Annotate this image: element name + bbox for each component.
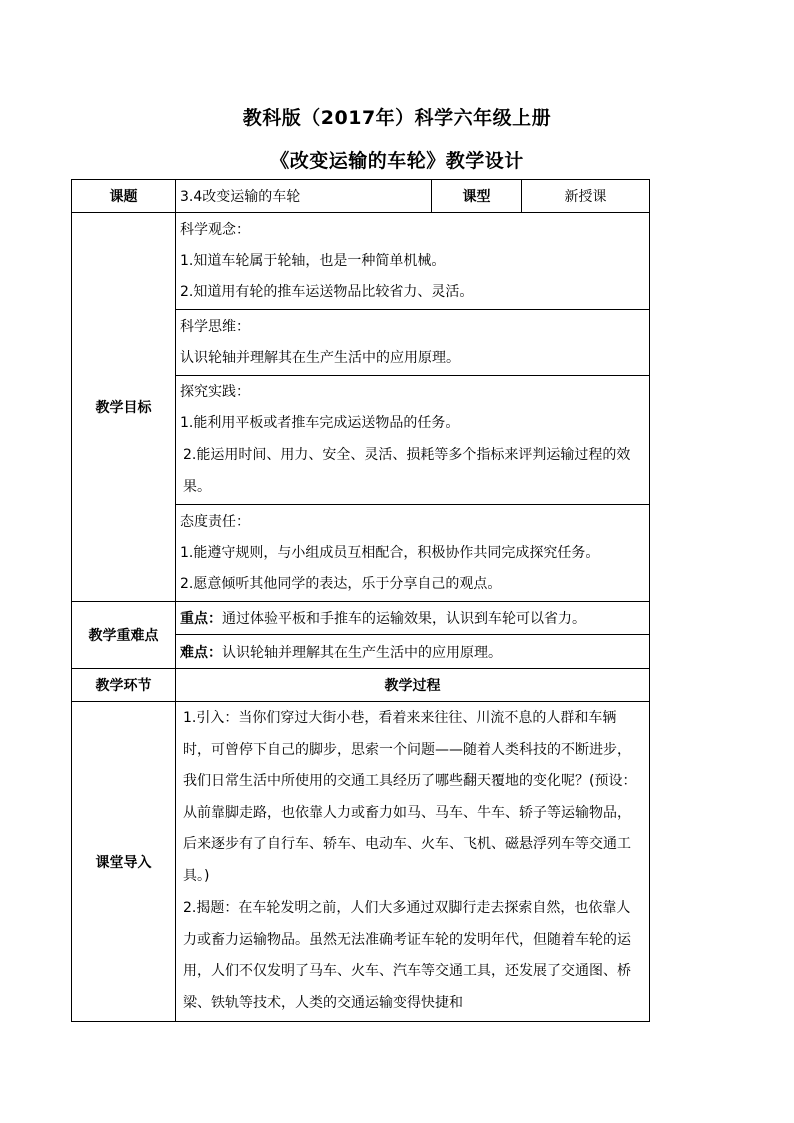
- objective-thinking: [176, 310, 650, 376]
- objective-line: 2.愿意倾听其他同学的表达，乐于分享自己的观点。: [180, 575, 502, 592]
- stage-header: 教学环节: [72, 669, 176, 702]
- objective-line: 1.知道车轮属于轮轴，也是一种简单机械。: [180, 252, 446, 269]
- key-point-text: 通过体验平板和手推车的运输效果，认识到车轮可以省力。: [222, 611, 586, 627]
- key-point: [176, 602, 650, 635]
- objectives-label: 教学目标: [72, 213, 176, 602]
- intro-paragraph: 1.引入：当你们穿过大街小巷，看着来来往往、川流不息的人群和车辆时，可曾停下自己的脚步，思索一个问题——随着人类科技的不断进步，我们日常生活中所使用的交通工具经历了哪些翻天覆地的变化呢？(预设：从前靠脚走路，也依靠人力或畜力如马、马车、牛车、轿子等运输物品，后来逐步有了自行车、轿车、电动车、火车、飞机、磁悬浮列车等交通工具。): [183, 710, 637, 884]
- objective-line: 探究实践：: [180, 384, 250, 400]
- topic-row: [72, 180, 650, 213]
- difficult-point-text: 认识轮轴并理解其在生产生活中的应用原理。: [222, 644, 502, 661]
- objective-line: 1.能遵守规则，与小组成员互相配合，积极协作共同完成探究任务。: [180, 544, 600, 561]
- key-point-lead: 重点：: [180, 611, 222, 627]
- objective-line: 认识轮轴并理解其在生产生活中的应用原理。: [180, 349, 460, 366]
- objective-line: 2.知道用有轮的推车运送物品比较省力、灵活。: [180, 283, 474, 300]
- intro-paragraph: 2.揭题：在车轮发明之前，人们大多通过双脚行走去探索自然，也依靠人力或畜力运输物品。虽然无法准确考证车轮的发明年代，但随着车轮的运用，人们不仅发明了马车、火车、汽车等交通工具，还发展了交通图、桥梁、铁轨等技术，人类的交通运输变得快捷和: [183, 900, 631, 1011]
- lesson-plan-table: [71, 179, 650, 1022]
- objective-practice: [176, 376, 650, 505]
- topic-value: 3.4改变运输的车轮: [176, 180, 432, 213]
- key-point-row: [72, 602, 650, 635]
- objective-concept-row: [72, 213, 650, 310]
- process-header: 教学过程: [176, 669, 650, 702]
- intro-content: [176, 702, 650, 1022]
- difficult-point-lead: 难点：: [180, 644, 222, 661]
- objective-line: 科学思维：: [180, 318, 250, 335]
- document-title: 教科版（2017年）科学六年级上册: [242, 107, 552, 129]
- objective-line: 科学观念：: [180, 221, 250, 238]
- objective-line: 2.能运用时间、用力、安全、灵活、损耗等多个指标来评判运输过程的效果。: [183, 447, 631, 495]
- process-header-row: [72, 669, 650, 702]
- objective-line: 态度责任：: [180, 513, 250, 530]
- lesson-type-label: 课型: [432, 180, 522, 213]
- intro-label: 课堂导入: [72, 702, 176, 1022]
- objective-concept: [176, 213, 650, 310]
- document-subtitle: 《改变运输的车轮》教学设计: [270, 150, 524, 172]
- key-points-label: 教学重难点: [72, 602, 176, 669]
- objective-attitude: [176, 505, 650, 602]
- difficult-point: [176, 635, 650, 669]
- objective-line: 1.能利用平板或者推车完成运送物品的任务。: [180, 415, 460, 431]
- intro-row: [72, 702, 650, 1022]
- lesson-type-value: 新授课: [522, 180, 650, 213]
- topic-label: 课题: [72, 180, 176, 213]
